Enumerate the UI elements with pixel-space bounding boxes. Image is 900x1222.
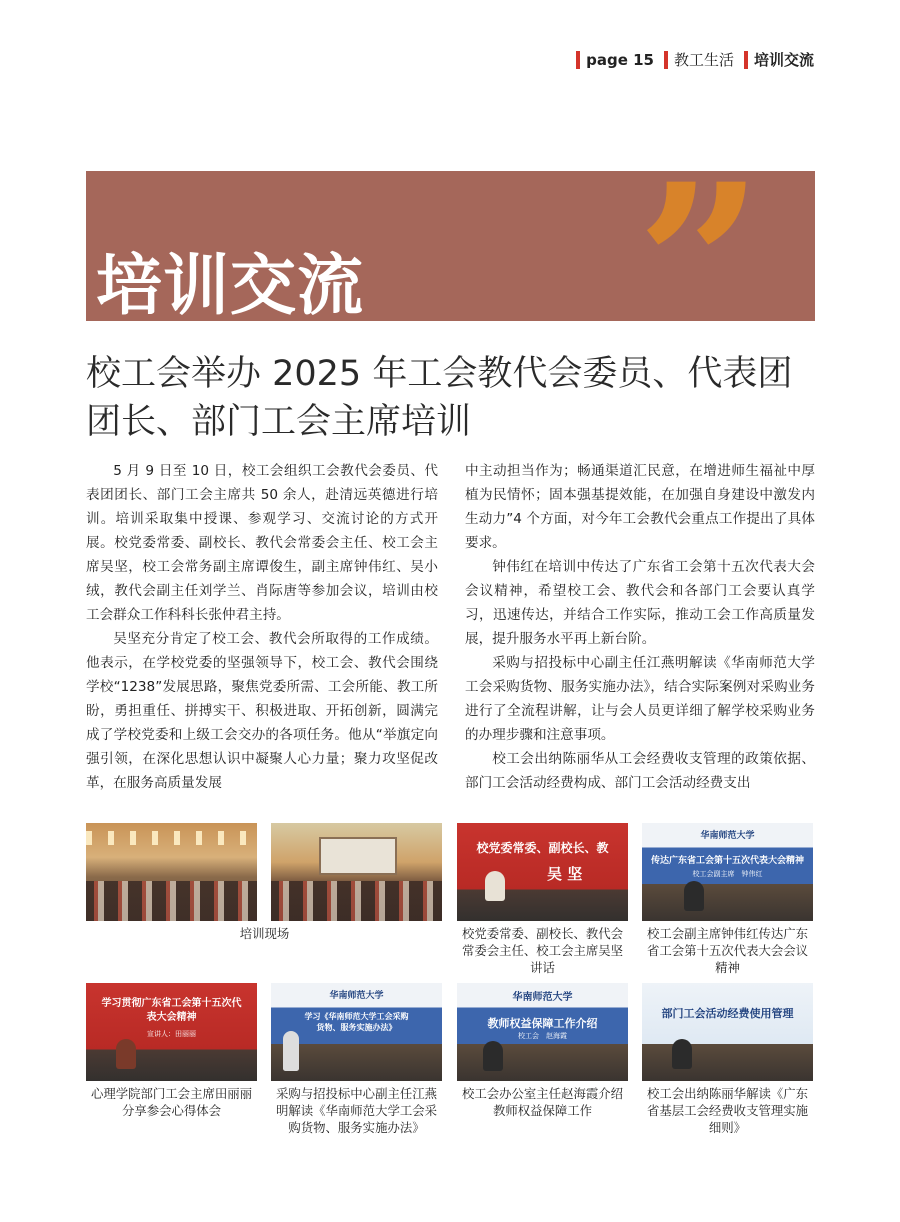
screen-text: 学习《华南师范大学工会采购货物、服务实施办法》 xyxy=(304,1011,409,1032)
quote-mark-icon: ” xyxy=(636,135,763,394)
photo-speaker-jiangyanming xyxy=(271,983,442,1081)
paragraph: 5 月 9 日至 10 日，校工会组织工会教代会委员、代表团团长、部门工会主席共 50 余人，赴清远英德进行培训。培训采取集中授课、参观学习、交流讨论的方式开展。校党委常委、副校长、教代会常委会主任、校工会主席吴坚，校工会常务副主席谭俊生，副主席钟伟红、吴小绒，教代会副主任刘学兰、肖际唐等参加会议，培训由校工会群众工作科科长张仲君主持。 xyxy=(86,463,438,623)
paragraph: 采购与招投标中心副主任江燕明解读《华南师范大学工会采购货物、服务实施办法》，结合实际案例对采购业务进行了全流程讲解，让与会人员更详细了解学校采购业务的办理步骤和注意事项。 xyxy=(465,655,815,743)
page-number: page 15 xyxy=(586,50,654,69)
paragraph: 校工会出纳陈丽华从工会经费收支管理的政策依据、部门工会活动经费构成、部门工会活动经费支出 xyxy=(465,751,815,791)
photo-speaker-tianlili xyxy=(86,983,257,1081)
caption: 心理学院部门工会主席田丽丽分享参会心得体会 xyxy=(90,1086,253,1118)
screen-banner: 华南师范大学 xyxy=(512,992,573,1003)
photo-speaker-chenlihua xyxy=(642,983,813,1081)
caption: 校工会副主席钟伟红传达广东省工会第十五次代表大会会议精神 xyxy=(646,926,809,975)
screen-text: 校党委常委、副校长、教 xyxy=(476,841,609,855)
screen-name: 吴 坚 xyxy=(547,865,583,883)
article-column-right xyxy=(465,459,815,795)
screen-text: 传达广东省工会第十五次代表大会精神 xyxy=(650,856,804,866)
screen-sub: 校工会副主席 钟伟红 xyxy=(692,870,763,878)
photo-training-venue-1 xyxy=(86,823,257,921)
article-headline: 校工会举办 2025 年工会教代会委员、代表团团长、部门工会主席培训 xyxy=(86,354,793,442)
caption: 校工会办公室主任赵海霞介绍教师权益保障工作 xyxy=(461,1086,624,1118)
screen-text: 学习贯彻广东省工会第十五次代表大会精神 xyxy=(101,998,242,1023)
subsection-label: 培训交流 xyxy=(753,51,814,69)
article-column-left xyxy=(86,459,438,795)
screen-text: 教师权益保障工作介绍 xyxy=(487,1017,598,1030)
screen-sub: 校工会 赵海霞 xyxy=(518,1032,567,1040)
photo-speaker-wujian xyxy=(457,823,628,921)
page-header xyxy=(566,49,814,70)
header-bar xyxy=(576,51,580,69)
caption: 校党委常委、副校长、教代会常委会主任、校工会主席吴坚讲话 xyxy=(461,926,624,975)
screen-banner: 华南师范大学 xyxy=(700,831,755,841)
banner-title: 培训交流 xyxy=(96,247,364,324)
paragraph: 钟伟红在培训中传达了广东省工会第十五次代表大会会议精神，希望校工会、教代会和各部门工会要认真学习，迅速传达，并结合工作实际，推动工会工作高质量发展，提升服务水平再上新台阶。 xyxy=(465,559,815,647)
screen-banner: 华南师范大学 xyxy=(329,991,384,1001)
caption: 校工会出纳陈丽华解读《广东省基层工会经费收支管理实施细则》 xyxy=(646,1086,809,1135)
header-bar xyxy=(744,51,748,69)
paragraph: 中主动担当作为；畅通渠道汇民意，在增进师生福祉中厚植为民情怀；固本强基提效能，在加强自身建设中激发内生动力”4 个方面，对今年工会教代会重点工作提出了具体要求。 xyxy=(465,463,815,551)
photo-speaker-zhaohaixia xyxy=(457,983,628,1081)
section-label: 教工生活 xyxy=(673,51,734,69)
section-banner xyxy=(86,135,815,394)
paragraph: 吴坚充分肯定了校工会、教代会所取得的工作成绩。他表示，在学校党委的坚强领导下，校工会、教代会围绕学校“1238”发展思路，聚焦党委所需、工会所能、教工所盼，勇担重任、拼搏实干、积极进取、开拓创新，圆满完成了学校党委和上级工会交办的各项任务。他从“举旗定向强引领，在深化思想认识中凝聚人心力量；聚力攻坚促改革，在服务高质量发展 xyxy=(86,631,438,791)
screen-text: 部门工会活动经费使用管理 xyxy=(661,1007,794,1020)
caption: 培训现场 xyxy=(239,926,290,941)
screen-sub: 宣讲人：田丽丽 xyxy=(147,1030,196,1038)
header-bar xyxy=(664,51,668,69)
photo-speaker-zhongweihong xyxy=(642,823,813,921)
photo-training-venue-2 xyxy=(271,823,442,921)
caption: 采购与招投标中心副主任江燕明解读《华南师范大学工会采购货物、服务实施办法》 xyxy=(275,1086,438,1135)
